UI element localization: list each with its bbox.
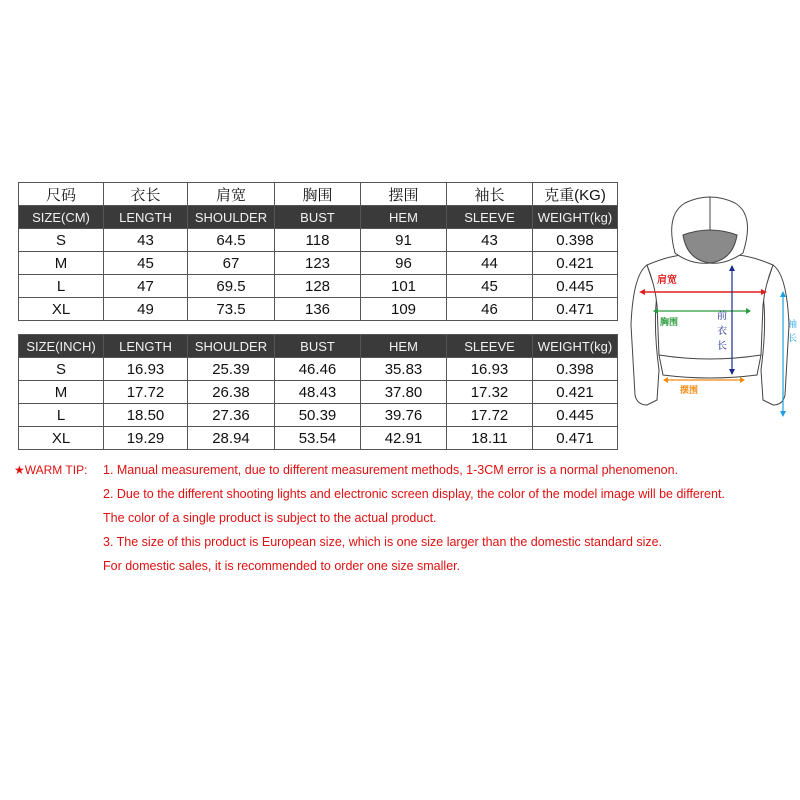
shoulder-label: 肩宽: [657, 275, 677, 286]
size-table-cm: [18, 182, 618, 321]
table-row: [19, 229, 618, 252]
cell-size: L: [19, 404, 104, 427]
cell-length: 19.29: [104, 427, 188, 450]
cell-size: S: [19, 229, 104, 252]
cell-hem: 101: [361, 275, 447, 298]
header-shoulder: SHOULDER: [188, 206, 275, 229]
cell-bust: 48.43: [275, 381, 361, 404]
hoodie-measurement-diagram: [625, 195, 800, 420]
warm-tip-line-3: The color of a single product is subject to the actual product.: [103, 511, 437, 525]
cell-shoulder: 73.5: [188, 298, 275, 321]
cell-hem: 42.91: [361, 427, 447, 450]
sleeve-label-2: 长: [788, 334, 798, 344]
cell-hem: 91: [361, 229, 447, 252]
cell-hem: 35.83: [361, 358, 447, 381]
cell-weight: 0.398: [533, 229, 618, 252]
cell-hem: 96: [361, 252, 447, 275]
cell-size: M: [19, 252, 104, 275]
zh-header-shoulder: 肩宽: [188, 183, 275, 206]
cell-hem: 37.80: [361, 381, 447, 404]
size-table-inch: [18, 334, 618, 450]
cell-sleeve: 46: [447, 298, 533, 321]
cell-weight: 0.421: [533, 252, 618, 275]
header-sleeve: SLEEVE: [447, 206, 533, 229]
cell-shoulder: 26.38: [188, 381, 275, 404]
table-row: [19, 358, 618, 381]
table-row: [19, 298, 618, 321]
zh-header-bust: 胸围: [275, 183, 361, 206]
body-outline-icon: [647, 255, 773, 362]
zh-header-weight: 克重(KG): [533, 183, 618, 206]
cell-shoulder: 64.5: [188, 229, 275, 252]
bust-label: 胸围: [660, 318, 679, 328]
zh-header-hem: 摆围: [361, 183, 447, 206]
cell-bust: 118: [275, 229, 361, 252]
cell-length: 43: [104, 229, 188, 252]
header-size: SIZE(INCH): [19, 335, 104, 358]
zh-header-size: 尺码: [19, 183, 104, 206]
front-length-label-3: 长: [717, 341, 727, 352]
cell-sleeve: 43: [447, 229, 533, 252]
cell-bust: 136: [275, 298, 361, 321]
header-shoulder: SHOULDER: [188, 335, 275, 358]
table-row: [19, 404, 618, 427]
cell-sleeve: 44: [447, 252, 533, 275]
header-row: [19, 206, 618, 229]
cell-sleeve: 18.11: [447, 427, 533, 450]
cell-sleeve: 16.93: [447, 358, 533, 381]
warm-tip-line-5: For domestic sales, it is recommended to order one size smaller.: [103, 559, 461, 573]
header-bust: BUST: [275, 335, 361, 358]
table-row: [19, 381, 618, 404]
cell-weight: 0.471: [533, 427, 618, 450]
cell-weight: 0.445: [533, 275, 618, 298]
warm-tip-line-2: 2. Due to the different shooting lights and electronic screen display, the color of the model image will be different.: [103, 487, 725, 501]
chinese-header-row: [19, 183, 618, 206]
cell-length: 49: [104, 298, 188, 321]
hem-label: 摆围: [680, 386, 699, 396]
zh-header-sleeve: 袖长: [447, 183, 533, 206]
cell-size: L: [19, 275, 104, 298]
header-weight: WEIGHT(kg): [533, 335, 618, 358]
header-bust: BUST: [275, 206, 361, 229]
cell-shoulder: 27.36: [188, 404, 275, 427]
table-row: [19, 427, 618, 450]
cell-bust: 53.54: [275, 427, 361, 450]
table-row: [19, 275, 618, 298]
header-length: LENGTH: [104, 206, 188, 229]
cell-shoulder: 28.94: [188, 427, 275, 450]
cell-size: XL: [19, 427, 104, 450]
cell-hem: 109: [361, 298, 447, 321]
front-length-label-2: 衣: [717, 326, 727, 337]
header-hem: HEM: [361, 206, 447, 229]
cell-length: 18.50: [104, 404, 188, 427]
cell-length: 47: [104, 275, 188, 298]
cell-bust: 46.46: [275, 358, 361, 381]
header-hem: HEM: [361, 335, 447, 358]
header-size: SIZE(CM): [19, 206, 104, 229]
cell-size: XL: [19, 298, 104, 321]
cell-length: 16.93: [104, 358, 188, 381]
cell-sleeve: 45: [447, 275, 533, 298]
cell-bust: 50.39: [275, 404, 361, 427]
warm-tip-line-1: 1. Manual measurement, due to different measurement methods, 1-3CM error is a normal phenomenon.: [103, 463, 679, 477]
cell-sleeve: 17.72: [447, 404, 533, 427]
cell-bust: 128: [275, 275, 361, 298]
cell-weight: 0.398: [533, 358, 618, 381]
header-length: LENGTH: [104, 335, 188, 358]
cell-sleeve: 17.32: [447, 381, 533, 404]
cell-size: M: [19, 381, 104, 404]
header-sleeve: SLEEVE: [447, 335, 533, 358]
cell-bust: 123: [275, 252, 361, 275]
warm-tip-label: ★WARM TIP:: [14, 463, 88, 477]
warm-tip-line-4: 3. The size of this product is European size, which is one size larger than the domestic standard size.: [103, 535, 663, 549]
cell-shoulder: 25.39: [188, 358, 275, 381]
cell-weight: 0.421: [533, 381, 618, 404]
front-length-label-1: 前: [717, 311, 727, 322]
cell-length: 17.72: [104, 381, 188, 404]
cell-weight: 0.445: [533, 404, 618, 427]
header-weight: WEIGHT(kg): [533, 206, 618, 229]
cell-weight: 0.471: [533, 298, 618, 321]
table-row: [19, 252, 618, 275]
cell-length: 45: [104, 252, 188, 275]
cell-shoulder: 67: [188, 252, 275, 275]
cell-size: S: [19, 358, 104, 381]
header-row: [19, 335, 618, 358]
cell-shoulder: 69.5: [188, 275, 275, 298]
sleeve-label-1: 袖: [788, 320, 798, 330]
zh-header-length: 衣长: [104, 183, 188, 206]
cell-hem: 39.76: [361, 404, 447, 427]
